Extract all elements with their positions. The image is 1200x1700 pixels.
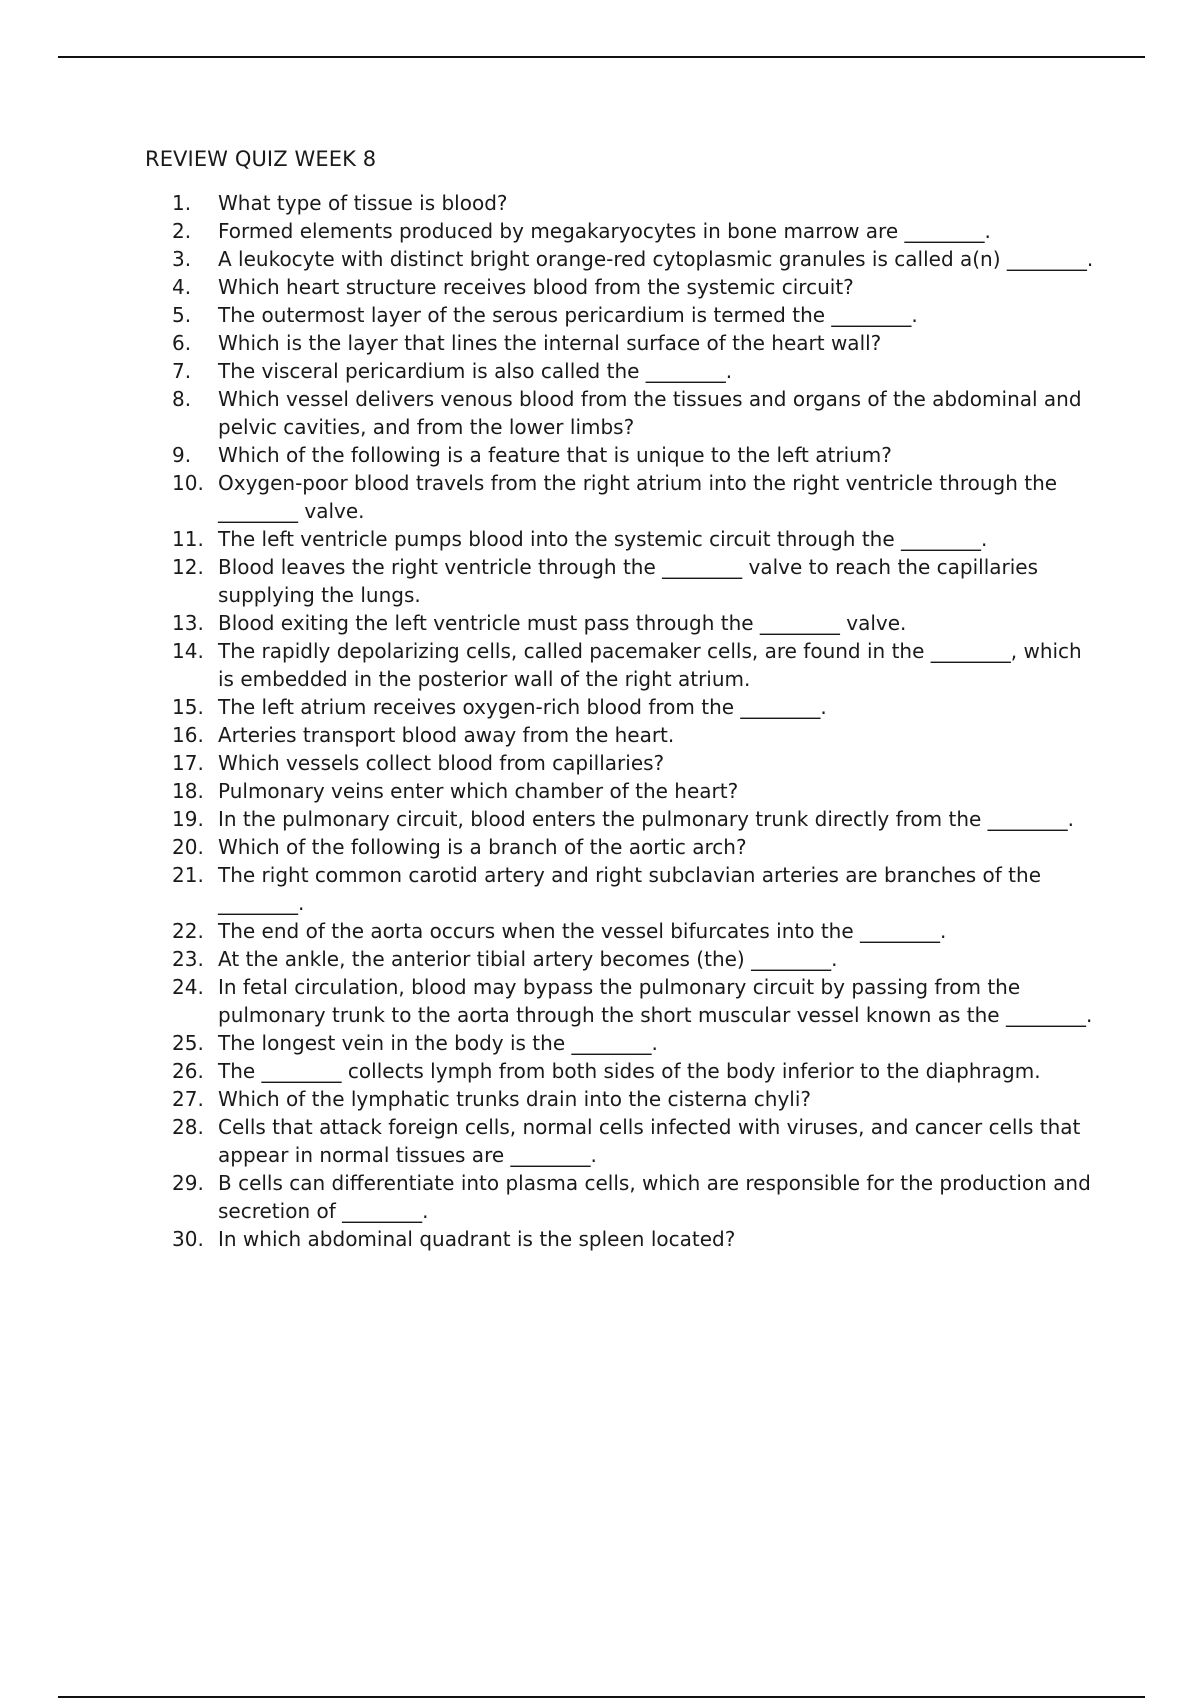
question-item [172, 861, 1097, 917]
question-item [172, 945, 1097, 973]
question-number: 29. [172, 1171, 204, 1195]
question-item [172, 721, 1097, 749]
question-number: 12. [172, 555, 204, 579]
question-number: 8. [172, 387, 192, 411]
page-title: REVIEW QUIZ WEEK 8 [145, 147, 377, 171]
question-item [172, 217, 1097, 245]
question-text: Which vessels collect blood from capillaries? [218, 751, 665, 775]
question-text: Which heart structure receives blood from the systemic circuit? [218, 275, 854, 299]
question-number: 23. [172, 947, 204, 971]
footer-rule [58, 1696, 1145, 1698]
question-item [172, 189, 1097, 217]
question-number: 19. [172, 807, 204, 831]
question-number: 1. [172, 191, 192, 215]
question-number: 2. [172, 219, 192, 243]
question-text: Oxygen-poor blood travels from the right atrium into the right ventricle through the ________ valve. [218, 471, 1058, 523]
question-text: B cells can differentiate into plasma cells, which are responsible for the production and secretion of ________. [218, 1171, 1091, 1223]
question-number: 4. [172, 275, 192, 299]
question-text: The left ventricle pumps blood into the systemic circuit through the ________. [218, 527, 988, 551]
question-item [172, 469, 1097, 525]
question-number: 25. [172, 1031, 204, 1055]
question-text: In fetal circulation, blood may bypass the pulmonary circuit by passing from the pulmonary trunk to the aorta through the short muscular vessel known as the ________. [218, 975, 1093, 1027]
question-text: Pulmonary veins enter which chamber of the heart? [218, 779, 739, 803]
question-number: 13. [172, 611, 204, 635]
question-text: In the pulmonary circuit, blood enters the pulmonary trunk directly from the ________. [218, 807, 1075, 831]
question-item [172, 777, 1097, 805]
question-text: Which of the following is a feature that is unique to the left atrium? [218, 443, 892, 467]
question-item [172, 1029, 1097, 1057]
question-number: 16. [172, 723, 204, 747]
question-number: 9. [172, 443, 192, 467]
question-text: The outermost layer of the serous pericardium is termed the ________. [218, 303, 918, 327]
question-item [172, 245, 1097, 273]
question-number: 27. [172, 1087, 204, 1111]
question-text: The right common carotid artery and right subclavian arteries are branches of the ________. [218, 863, 1041, 915]
question-number: 24. [172, 975, 204, 999]
question-item [172, 1057, 1097, 1085]
question-text: Blood leaves the right ventricle through the ________ valve to reach the capillaries supplying the lungs. [218, 555, 1039, 607]
question-number: 26. [172, 1059, 204, 1083]
question-item [172, 637, 1097, 693]
header-rule [58, 56, 1145, 58]
question-item [172, 301, 1097, 329]
question-number: 22. [172, 919, 204, 943]
question-item [172, 973, 1097, 1029]
question-number: 18. [172, 779, 204, 803]
question-number: 14. [172, 639, 204, 663]
question-item [172, 329, 1097, 357]
question-text: The longest vein in the body is the ________. [218, 1031, 658, 1055]
question-text: The visceral pericardium is also called the ________. [218, 359, 733, 383]
question-item [172, 609, 1097, 637]
question-text: What type of tissue is blood? [218, 191, 508, 215]
question-item [172, 805, 1097, 833]
question-text: The rapidly depolarizing cells, called pacemaker cells, are found in the ________, which is embedded in the posterior wall of the right atrium. [218, 639, 1082, 691]
question-number: 3. [172, 247, 192, 271]
question-item [172, 833, 1097, 861]
question-item [172, 441, 1097, 469]
question-text: In which abdominal quadrant is the spleen located? [218, 1227, 736, 1251]
question-item [172, 1169, 1097, 1225]
question-text: Blood exiting the left ventricle must pass through the ________ valve. [218, 611, 907, 635]
question-item [172, 525, 1097, 553]
question-text: Arteries transport blood away from the heart. [218, 723, 675, 747]
question-number: 21. [172, 863, 204, 887]
question-text: Which is the layer that lines the internal surface of the heart wall? [218, 331, 882, 355]
question-number: 28. [172, 1115, 204, 1139]
question-text: The left atrium receives oxygen-rich blood from the ________. [218, 695, 827, 719]
question-item [172, 385, 1097, 441]
question-number: 6. [172, 331, 192, 355]
question-number: 11. [172, 527, 204, 551]
question-number: 7. [172, 359, 192, 383]
question-number: 15. [172, 695, 204, 719]
question-number: 17. [172, 751, 204, 775]
question-number: 20. [172, 835, 204, 859]
question-text: Which vessel delivers venous blood from the tissues and organs of the abdominal and pelvic cavities, and from the lower limbs? [218, 387, 1082, 439]
question-item [172, 1085, 1097, 1113]
question-item [172, 273, 1097, 301]
question-text: The ________ collects lymph from both sides of the body inferior to the diaphragm. [218, 1059, 1041, 1083]
question-item [172, 553, 1097, 609]
question-number: 5. [172, 303, 192, 327]
question-number: 10. [172, 471, 204, 495]
question-text: Formed elements produced by megakaryocytes in bone marrow are ________. [218, 219, 991, 243]
question-text: A leukocyte with distinct bright orange-red cytoplasmic granules is called a(n) ________. [218, 247, 1094, 271]
question-text: The end of the aorta occurs when the vessel bifurcates into the ________. [218, 919, 947, 943]
question-item [172, 917, 1097, 945]
question-text: Which of the following is a branch of the aortic arch? [218, 835, 747, 859]
question-list [172, 189, 1097, 1253]
question-item [172, 749, 1097, 777]
question-item [172, 693, 1097, 721]
question-text: Cells that attack foreign cells, normal cells infected with viruses, and cancer cells that appear in normal tissues are ________. [218, 1115, 1081, 1167]
question-text: At the ankle, the anterior tibial artery becomes (the) ________. [218, 947, 838, 971]
question-text: Which of the lymphatic trunks drain into the cisterna chyli? [218, 1087, 812, 1111]
question-item [172, 1113, 1097, 1169]
question-item [172, 1225, 1097, 1253]
question-number: 30. [172, 1227, 204, 1251]
question-item [172, 357, 1097, 385]
